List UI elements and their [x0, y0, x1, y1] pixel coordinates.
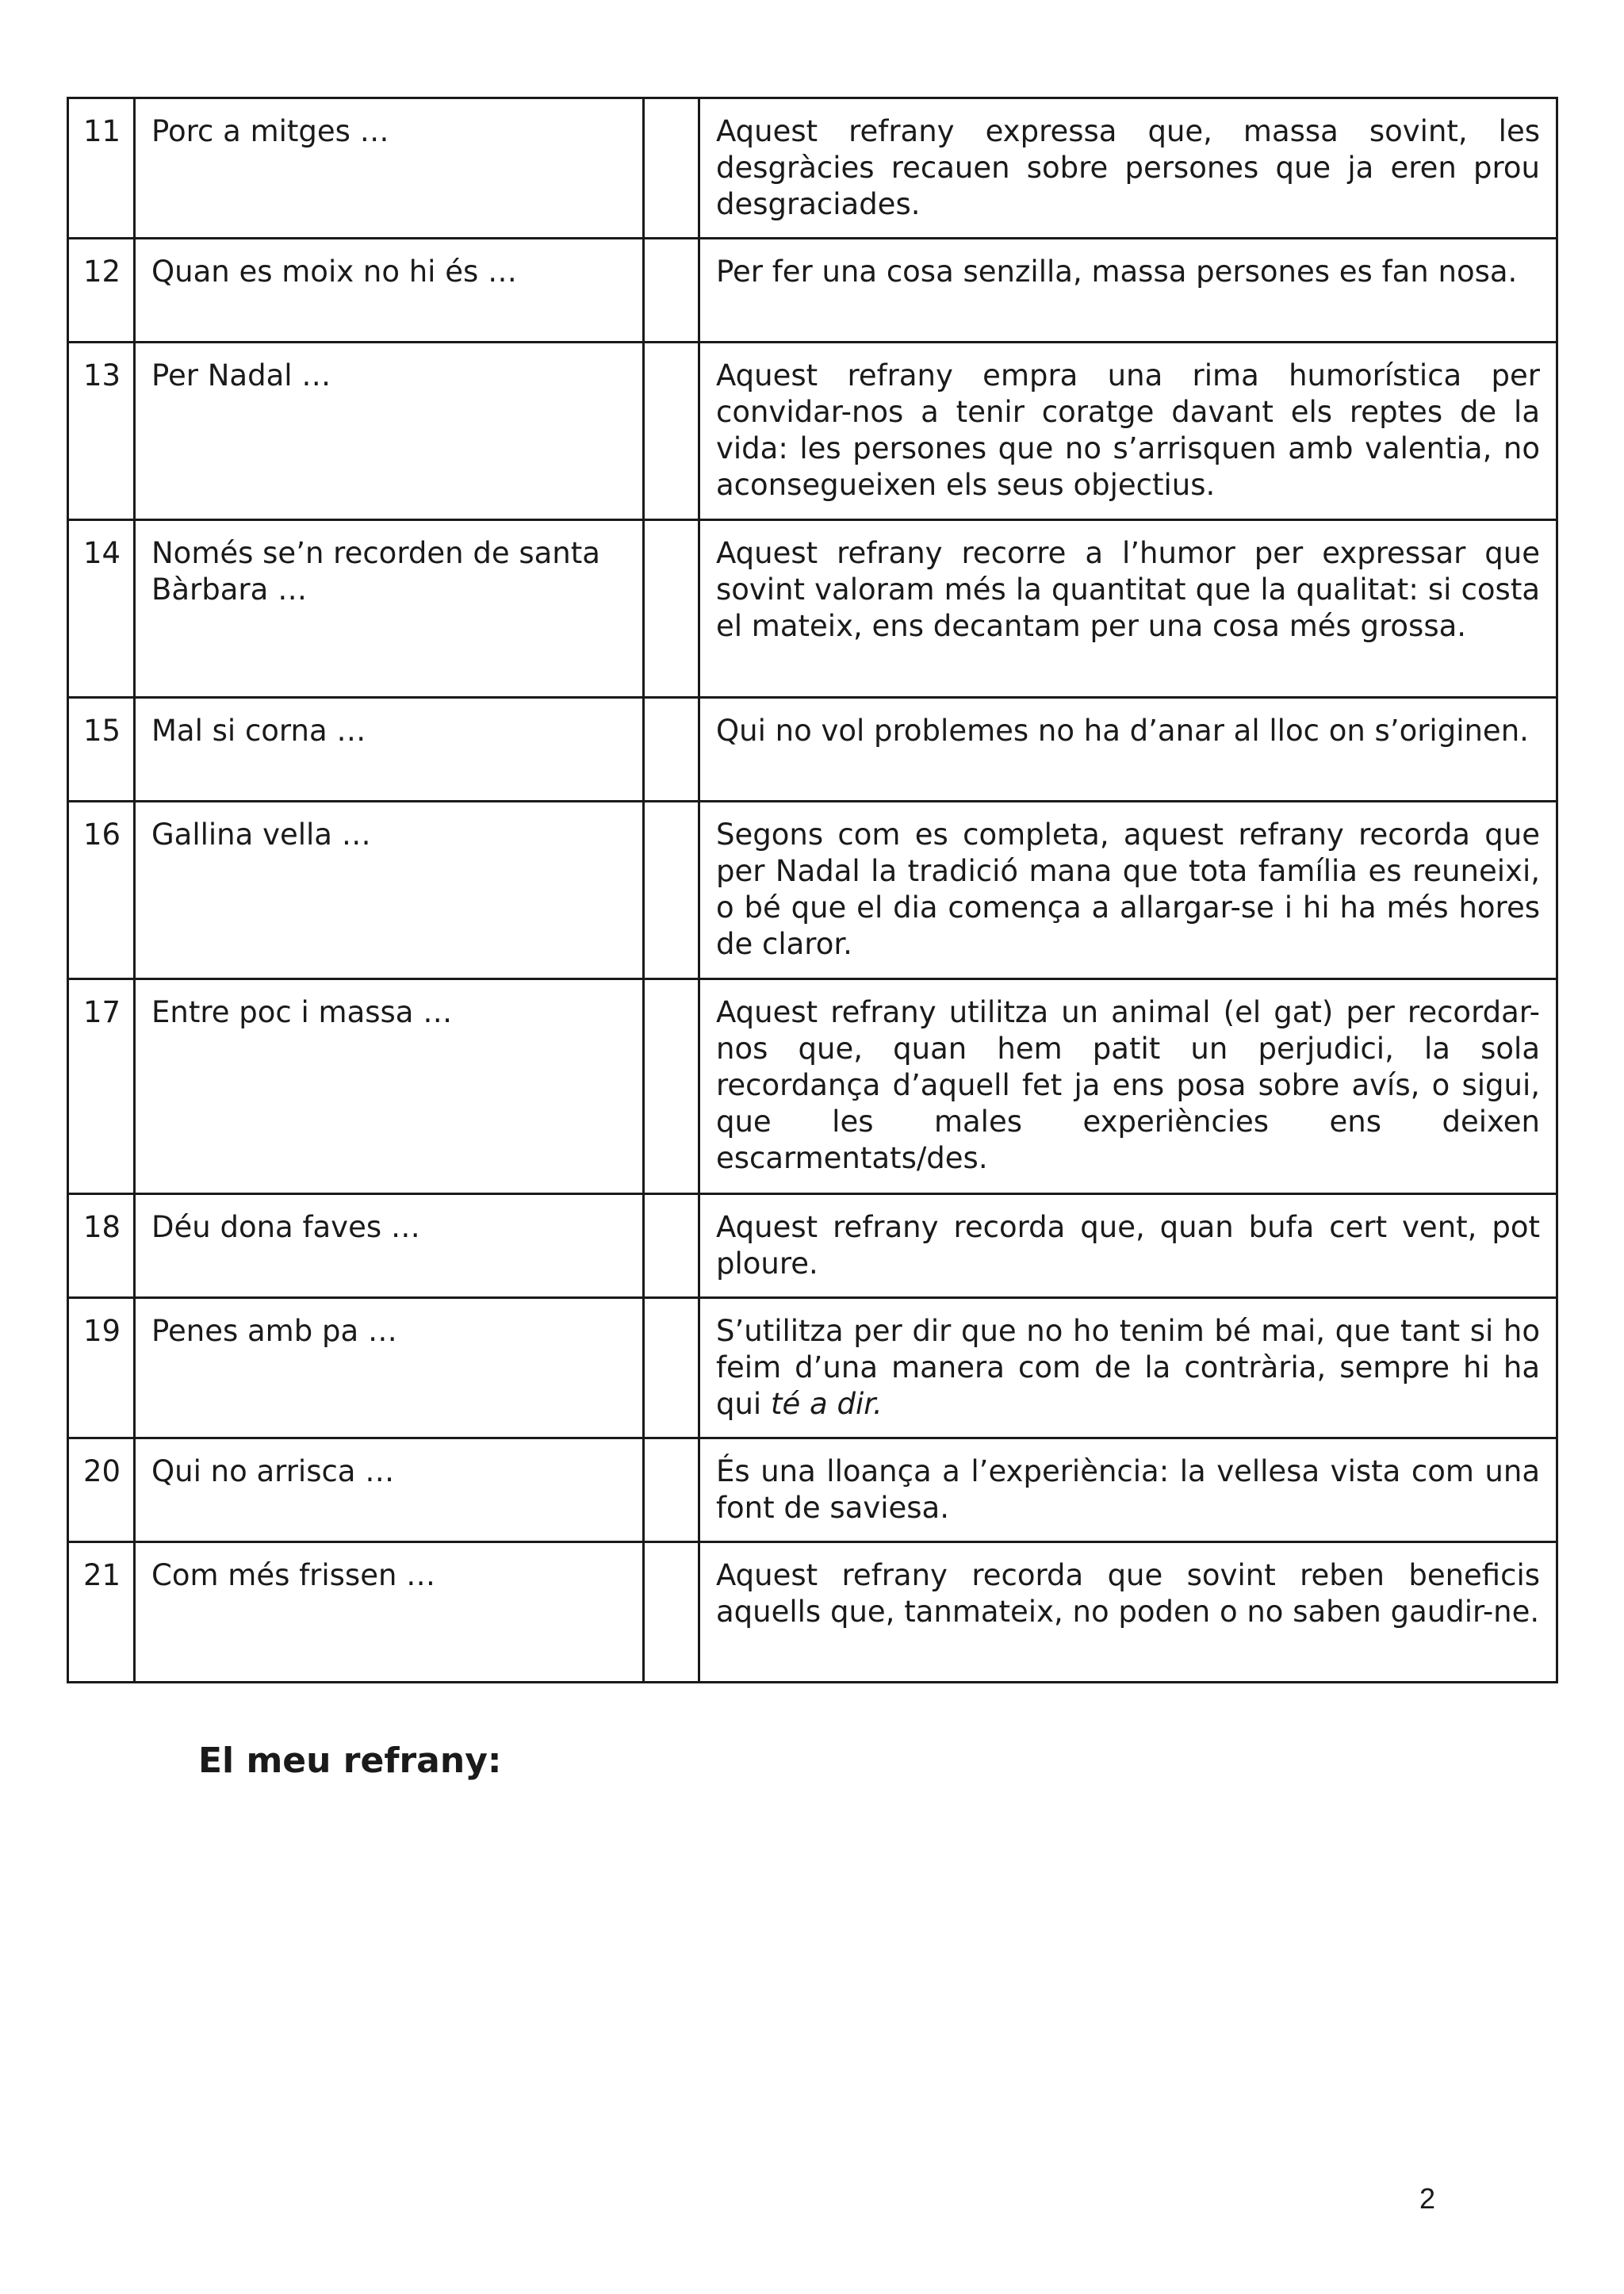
proverb-meaning: Aquest refrany utilitza un animal (el gat) per recordar-nos que, quan hem patit un perjudici, la sola recordança d’aquell fet ja ens posa sobre avís, o sigui, que les males experiències ens deixen escarmentats/des. [699, 979, 1557, 1194]
proverb-start: Per Nadal … [135, 343, 644, 520]
row-number: 11 [68, 98, 135, 239]
proverb-meaning: Segons com es completa, aquest refrany recorda que per Nadal la tradició mana que tota família es reuneixi, o bé que el dia comença a allargar-se i hi ha més hores de claror. [699, 802, 1557, 979]
row-number: 15 [68, 698, 135, 802]
proverb-meaning: Aquest refrany recorda que sovint reben beneficis aquells que, tanmateix, no poden o no saben gaudir-ne. [699, 1542, 1557, 1683]
row-number: 12 [68, 239, 135, 343]
proverb-meaning: Aquest refrany empra una rima humorística per convidar-nos a tenir coratge davant els reptes de la vida: les persones que no s’arrisquen amb valentia, no aconsegueixen els seus objectius. [699, 343, 1557, 520]
section-title: El meu refrany: [198, 1741, 502, 1781]
table-row [68, 1542, 1557, 1683]
row-number: 13 [68, 343, 135, 520]
proverb-start: Mal si corna … [135, 698, 644, 802]
page-number: 2 [1419, 2182, 1436, 2215]
proverb-meaning: Aquest refrany recorda que, quan bufa cert vent, pot ploure. [699, 1194, 1557, 1298]
table-row [68, 343, 1557, 520]
answer-cell[interactable] [644, 239, 699, 343]
proverb-start: Gallina vella … [135, 802, 644, 979]
proverb-start: Qui no arrisca … [135, 1438, 644, 1542]
proverb-start: Penes amb pa … [135, 1298, 644, 1438]
answer-cell[interactable] [644, 343, 699, 520]
table-row [68, 239, 1557, 343]
row-number: 17 [68, 979, 135, 1194]
answer-cell[interactable] [644, 1438, 699, 1542]
row-number: 20 [68, 1438, 135, 1542]
row-number: 14 [68, 520, 135, 698]
answer-cell[interactable] [644, 1298, 699, 1438]
table-row [68, 979, 1557, 1194]
answer-cell[interactable] [644, 1194, 699, 1298]
refranys-sheet [67, 97, 1556, 1683]
row-number: 19 [68, 1298, 135, 1438]
answer-cell[interactable] [644, 1542, 699, 1683]
answer-cell[interactable] [644, 698, 699, 802]
proverb-start: Només se’n recorden de santa Bàrbara … [135, 520, 644, 698]
table-row [68, 1194, 1557, 1298]
proverb-meaning: Aquest refrany recorre a l’humor per expressar que sovint valoram més la quantitat que la qualitat: si costa el mateix, ens decantam per una cosa més grossa. [699, 520, 1557, 698]
answer-cell[interactable] [644, 979, 699, 1194]
proverb-meaning: És una lloança a l’experiència: la vellesa vista com una font de saviesa. [699, 1438, 1557, 1542]
proverb-meaning: Per fer una cosa senzilla, massa persones es fan nosa. [699, 239, 1557, 343]
row-number: 21 [68, 1542, 135, 1683]
answer-cell[interactable] [644, 98, 699, 239]
refranys-table [67, 97, 1558, 1683]
answer-cell[interactable] [644, 802, 699, 979]
proverb-meaning: Qui no vol problemes no ha d’anar al lloc on s’originen. [699, 698, 1557, 802]
table-row [68, 520, 1557, 698]
proverb-start: Entre poc i massa … [135, 979, 644, 1194]
table-row [68, 1298, 1557, 1438]
proverb-meaning-text: S’utilitza per dir que no ho tenim bé mai, que tant si ho feim d’una manera com de la contrària, sempre hi ha qui [716, 1314, 1540, 1421]
proverb-start: Quan es moix no hi és … [135, 239, 644, 343]
row-number: 18 [68, 1194, 135, 1298]
table-row [68, 698, 1557, 802]
row-number: 16 [68, 802, 135, 979]
proverb-meaning [699, 1298, 1557, 1438]
proverb-start: Porc a mitges … [135, 98, 644, 239]
answer-cell[interactable] [644, 520, 699, 698]
table-row [68, 98, 1557, 239]
proverb-meaning: Aquest refrany expressa que, massa sovint, les desgràcies recauen sobre persones que ja eren prou desgraciades. [699, 98, 1557, 239]
table-row [68, 1438, 1557, 1542]
table-row [68, 802, 1557, 979]
proverb-meaning-emphasis: té a dir. [770, 1387, 883, 1421]
proverb-start: Com més frissen … [135, 1542, 644, 1683]
proverb-start: Déu dona faves … [135, 1194, 644, 1298]
